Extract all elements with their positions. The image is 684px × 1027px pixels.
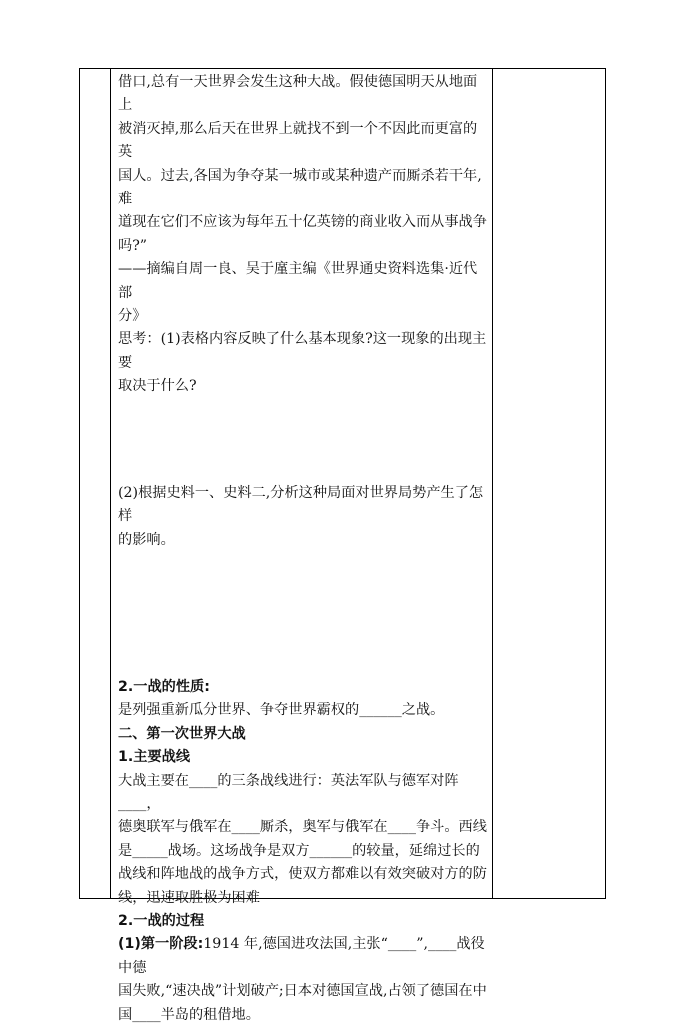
lesson-content — [118, 71, 490, 1027]
fronts-line: 战线和阵地战的战争方式，使双方都难以有效突破对方的防 — [118, 866, 487, 883]
stage1-line: 国____半岛的租借地。 — [118, 1006, 260, 1023]
passage-line: 道现在它们不应该为每年五十亿英镑的商业收入而从事战争 — [118, 214, 487, 231]
question-1: 取决于什么? — [118, 378, 197, 395]
passage-line: 被消灭掉,那么后天在世界上就找不到一个不因此而更富的英 — [118, 120, 478, 161]
table-left-column — [80, 69, 111, 898]
fronts-line: 大战主要在____的三条战线进行：英法军队与德军对阵____， — [118, 772, 459, 812]
passage-line: 借口,总有一天世界会发生这种大战。假使德国明天从地面上 — [118, 74, 478, 114]
lesson-table — [79, 68, 606, 1023]
nature-heading: 2.一战的性质: — [118, 678, 210, 695]
stage1-line: 国失败,“速决战”计划破产;日本对德国宣战,占领了德国在中 — [118, 983, 487, 1000]
answer-space-1 — [118, 399, 490, 482]
subheading-main-fronts: 1.主要战线 — [118, 749, 191, 766]
question-2: (2)根据史料一、史料二,分析这种局面对世界局势产生了怎样 — [118, 484, 484, 525]
stage1-label: (1)第一阶段: — [118, 936, 204, 953]
nature-text: 是列强重新瓜分世界、争夺世界霸权的______之战。 — [118, 702, 445, 719]
fronts-line: 线，迅速取胜极为困难 — [118, 889, 260, 906]
section-heading: 二、第一次世界大战 — [118, 725, 246, 742]
stage1-line — [118, 933, 490, 980]
question-2: 的影响。 — [118, 531, 175, 548]
source-citation: 分》 — [118, 308, 147, 325]
stage1-text: 1914 年,德国进攻法国,主张“____”,____战役中德 — [118, 936, 485, 976]
subheading-war-process: 2.一战的过程 — [118, 912, 205, 929]
passage-line: 国人。过去,各国为争夺某一城市或某种遗产而厮杀若干年,难 — [118, 167, 482, 208]
fronts-line: 德奥联军与俄军在____厮杀，奥军与俄军在____争斗。西线 — [118, 819, 487, 836]
table-right-column — [492, 69, 605, 898]
source-citation: ——摘编自周一良、吴于廑主编《世界通史资料选集·近代部 — [118, 261, 478, 301]
question-1: 思考：(1)表格内容反映了什么基本现象?这一现象的出现主要 — [118, 331, 487, 371]
passage-line: 吗?” — [118, 237, 148, 254]
fronts-line: 是_____战场。这场战争是双方______的较量，延绵过长的 — [118, 842, 480, 859]
answer-space-2 — [118, 552, 490, 676]
